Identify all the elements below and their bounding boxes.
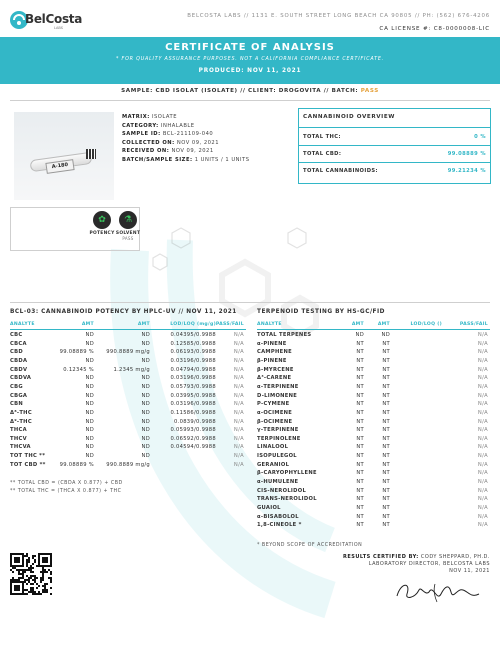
pass-fail: N/A (477, 496, 488, 503)
potency-title (10, 309, 237, 315)
cannabinoid-overview (298, 108, 491, 184)
meta-label: COLLECTED ON: (122, 139, 175, 146)
director-title: LABORATORY DIRECTOR, BELCOSTA LABS (368, 561, 490, 568)
table-row (10, 436, 246, 445)
amount-mg: ND (141, 392, 150, 399)
certification-date: NOV 11, 2021 (449, 568, 490, 575)
table-row (10, 462, 246, 471)
table-row (10, 358, 246, 367)
pass-fail: N/A (477, 435, 488, 442)
pass-fail: N/A (233, 366, 244, 373)
amount-percent: ND (85, 453, 94, 460)
pass-fail: N/A (477, 470, 488, 477)
meta-value: ISOLATE (151, 114, 177, 120)
table-row (257, 488, 490, 497)
terpene-title: TERPENOID TESTING BY HS-GC/FID (257, 309, 385, 315)
badge-status: PASS (122, 236, 134, 241)
analyte-name: CBCA (10, 340, 27, 347)
analyte-name: TOTAL TERPENES (257, 332, 312, 338)
amount-percent: NT (356, 461, 364, 468)
divider (10, 100, 490, 101)
table-row (10, 410, 246, 419)
amount-mg: NT (382, 392, 390, 399)
lod-loq: 0.0839/0.9988 (174, 418, 216, 425)
pass-fail: N/A (233, 349, 244, 356)
amount-mg: NT (382, 453, 390, 460)
amount-percent: NT (356, 340, 364, 347)
analyte-name: CBG (10, 383, 23, 390)
pass-fail: N/A (477, 505, 488, 511)
table-row (257, 479, 490, 488)
column-header: AMT (137, 322, 150, 327)
amount-percent: 0.12345 % (63, 366, 94, 373)
amount-mg: NT (382, 366, 390, 373)
analyte-name: THCA (10, 427, 27, 434)
overview-title: CANNABINOID OVERVIEW (303, 114, 396, 120)
table-row (257, 367, 490, 376)
pass-fail: N/A (233, 375, 244, 382)
overview-divider (299, 162, 490, 163)
amount-mg: ND (141, 332, 150, 338)
analyte-name: α-OCIMENE (257, 409, 293, 416)
pass-fail: N/A (233, 401, 244, 408)
amount-mg: ND (141, 418, 150, 425)
amount-percent: NT (356, 522, 364, 529)
amount-mg: NT (382, 383, 390, 390)
table-row (10, 341, 246, 350)
table-row (257, 419, 490, 428)
amount-percent: ND (85, 383, 94, 390)
amount-percent: NT (356, 470, 364, 477)
potency-date: // NOV 11, 2021 (178, 309, 237, 315)
amount-mg: ND (141, 401, 150, 408)
analyte-name: CIS-NEROLIDOL (257, 487, 307, 494)
amount-percent: NT (356, 418, 364, 425)
sample-metadata (122, 113, 250, 165)
lod-loq: 0.06592/0.9988 (170, 435, 216, 442)
certification-block (343, 554, 490, 576)
meta-label: RECEIVED ON: (122, 148, 170, 155)
pass-fail: N/A (477, 444, 488, 451)
meta-row (122, 113, 250, 122)
table-row (257, 401, 490, 410)
disclaimer: * FOR QUALITY ASSURANCE PURPOSES. NOT A CALIFORNIA COMPLIANCE CERTIFICATE. (116, 57, 384, 62)
meta-label: CATEGORY: (122, 122, 159, 129)
amount-mg: 990.8889 mg/g (106, 461, 150, 468)
analyte-name: CBGA (10, 392, 28, 399)
overview-row (303, 168, 486, 176)
pass-fail: N/A (233, 418, 244, 425)
amount-percent: NT (356, 383, 364, 390)
table-row (257, 453, 490, 462)
pass-fail: N/A (233, 453, 244, 460)
amount-percent: NT (356, 392, 364, 399)
table-row (257, 375, 490, 384)
amount-percent: ND (85, 401, 94, 408)
vial-label: A-180 (45, 159, 74, 174)
sample-summary-text: SAMPLE: CBD ISOLAT (ISOLATE) // CLIENT: DROGOVITA // BATCH: (121, 88, 361, 94)
amount-percent: ND (85, 409, 94, 416)
amount-mg: NT (382, 470, 390, 477)
meta-label: BATCH/SAMPLE SIZE: (122, 156, 193, 163)
header-rule (257, 329, 490, 330)
pass-fail: N/A (233, 427, 244, 434)
meta-value: INHALABLE (160, 122, 195, 129)
table-row (257, 470, 490, 479)
column-header: AMT (377, 322, 390, 327)
pass-fail: N/A (477, 332, 488, 338)
lod-loq: 0.03995/0.9988 (170, 392, 216, 399)
analyte-name: 1,8-CINEOLE * (257, 522, 302, 529)
pass-fail: N/A (477, 383, 488, 390)
table-row (10, 453, 246, 462)
meta-label: SAMPLE ID: (122, 131, 161, 138)
pass-fail: N/A (477, 513, 488, 520)
column-header: ANALYTE (257, 322, 282, 327)
badge-name: SOLVENT (115, 231, 141, 236)
overview-value: 0 % (474, 134, 486, 140)
certified-by (343, 554, 490, 561)
table-row (10, 393, 246, 402)
pass-fail: N/A (233, 340, 244, 347)
analyte-name: CBD (10, 349, 23, 356)
overview-value: 99.21234 % (447, 168, 486, 174)
meta-label: MATRIX: (122, 114, 150, 120)
table-row (257, 384, 490, 393)
amount-mg: NT (382, 375, 390, 382)
amount-percent: ND (85, 435, 94, 442)
license-number: CA LICENSE #: C8-0000008-LIC (379, 26, 490, 32)
analyte-name: α-BISABOLOL (257, 513, 299, 520)
pass-fail: N/A (233, 409, 244, 416)
table-row (257, 496, 490, 505)
amount-percent: NT (356, 513, 364, 520)
analyte-name: α-TERPINENE (257, 383, 299, 390)
divider (10, 302, 490, 303)
analyte-name: Δ³-CARENE (257, 375, 292, 382)
produced-date: PRODUCED: NOV 11, 2021 (198, 68, 302, 74)
pass-fail: N/A (233, 444, 244, 451)
amount-mg: NT (382, 505, 390, 511)
analyte-name: GERANIOL (257, 461, 290, 468)
table-row (257, 393, 490, 402)
column-header: ANALYTE (10, 322, 35, 327)
table-row (257, 505, 490, 514)
amount-percent: ND (85, 340, 94, 347)
pass-fail: N/A (233, 392, 244, 399)
terpene-table (257, 322, 490, 532)
certified-name: CODY SHEPPARD, PH.D. (420, 554, 490, 560)
amount-mg: ND (141, 375, 150, 382)
amount-percent: ND (85, 418, 94, 425)
potency-title-text: BCL-03: CANNABINOID POTENCY BY HPLC-UV (10, 309, 176, 315)
table-row (257, 427, 490, 436)
lod-loq: 0.11586/0.9988 (170, 409, 216, 416)
amount-percent: NT (356, 366, 364, 373)
table-row (10, 419, 246, 428)
amount-mg: 990.8889 mg/g (106, 349, 150, 356)
amount-mg: NT (382, 357, 390, 364)
qr-code-icon (10, 553, 52, 595)
potency-table (10, 322, 246, 482)
sample-photo (14, 112, 114, 200)
lod-loq: 0.05793/0.9988 (170, 383, 216, 390)
column-header: LOD/LOQ () (410, 322, 442, 327)
analyte-name: GUAIOL (257, 505, 281, 511)
pass-fail: N/A (477, 461, 488, 468)
amount-mg: NT (382, 496, 390, 503)
amount-percent: NT (356, 453, 364, 460)
amount-percent: NT (356, 357, 364, 364)
analyte-name: P-CYMENE (257, 401, 290, 408)
analyte-name: α-PINENE (257, 340, 287, 347)
accreditation-note: * BEYOND SCOPE OF ACCREDITATION (257, 543, 363, 548)
table-row (257, 444, 490, 453)
column-header: PASS/FAIL (215, 322, 244, 327)
meta-value: NOV 09, 2021 (171, 148, 214, 155)
logo-subtext: LABS (54, 26, 63, 30)
note-thc: ** TOTAL THC = (THCA X 0.877) + THC (10, 489, 122, 494)
table-row (257, 436, 490, 445)
table-row (257, 462, 490, 471)
lab-address: BELCOSTA LABS // 1131 E. SOUTH STREET LONG BEACH CA 90805 // PH: (562) 676-4206 (187, 13, 490, 19)
pass-fail: N/A (477, 418, 488, 425)
batch-status: PASS (360, 88, 379, 94)
table-row (257, 349, 490, 358)
table-row (10, 427, 246, 436)
header-rule (10, 329, 246, 330)
meta-row (122, 147, 250, 156)
amount-mg: ND (141, 427, 150, 434)
table-row (257, 410, 490, 419)
analyte-name: β-OCIMENE (257, 418, 293, 425)
amount-percent: ND (85, 375, 94, 382)
amount-mg: NT (382, 418, 390, 425)
analyte-name: THCVA (10, 444, 31, 451)
analyte-name: TERPINOLENE (257, 435, 301, 442)
lod-loq: 0.05993/0.9988 (170, 427, 216, 434)
analyte-name: CBN (10, 401, 24, 408)
amount-percent: ND (85, 357, 94, 364)
overview-label: TOTAL CBD: (303, 151, 342, 157)
amount-mg: ND (141, 444, 150, 451)
analyte-name: CBC (10, 332, 23, 338)
pass-fail: N/A (477, 409, 488, 416)
amount-mg: NT (382, 427, 390, 434)
overview-label: TOTAL CANNABINOIDS: (303, 168, 379, 174)
meta-value: 1 UNITS / 1 UNITS (194, 156, 250, 163)
overview-row (303, 134, 486, 142)
table-row (257, 341, 490, 350)
flask-icon: ⚗ (119, 211, 137, 229)
analyte-name: CBDVA (10, 375, 32, 382)
title-banner (0, 37, 500, 84)
pass-fail: N/A (477, 487, 488, 494)
amount-mg: NT (382, 349, 390, 356)
amount-percent: NT (356, 496, 364, 503)
table-row (10, 332, 246, 341)
lod-loq: 0.03196/0.9988 (170, 375, 216, 382)
vial-qr-icon (86, 149, 96, 159)
pass-fail: N/A (477, 357, 488, 364)
amount-percent: NT (356, 487, 364, 494)
overview-divider (299, 145, 490, 146)
potency-badge (89, 211, 115, 236)
meta-value: BCL-211109-040 (162, 131, 214, 138)
overview-label: TOTAL THC: (303, 134, 341, 140)
amount-mg: ND (141, 383, 150, 390)
meta-row (122, 130, 250, 139)
amount-percent: NT (356, 409, 364, 416)
amount-percent: 99.08889 % (59, 461, 94, 468)
potency-notes (10, 480, 123, 496)
overview-divider (299, 127, 490, 128)
amount-mg: NT (382, 522, 390, 529)
table-row (10, 401, 246, 410)
analyte-name: TRANS-NEROLIDOL (257, 496, 317, 503)
analyte-name: CAMPHENE (257, 349, 292, 356)
amount-percent: ND (85, 332, 94, 338)
amount-percent: NT (356, 435, 364, 442)
pass-fail: N/A (477, 392, 488, 399)
analyte-name: Δ⁸-THC (10, 409, 32, 416)
pass-fail: N/A (477, 349, 488, 356)
analyte-name: ISOPULEGOL (257, 453, 297, 460)
pass-fail: N/A (233, 383, 244, 390)
column-header: LOD/LOQ (mg/g) (170, 322, 216, 327)
lod-loq: 0.04794/0.9988 (170, 366, 216, 373)
table-row (10, 349, 246, 358)
analyte-name: TOT THC ** (10, 453, 46, 460)
amount-percent: ND (85, 392, 94, 399)
analyte-name: α-HUMULENE (257, 479, 299, 486)
amount-percent: NT (356, 444, 364, 451)
pass-fail: N/A (233, 357, 244, 364)
test-badges (10, 207, 140, 251)
meta-value: NOV 09, 2021 (176, 139, 220, 146)
analyte-name: β-MYRCENE (257, 366, 294, 373)
pass-fail: N/A (477, 340, 488, 347)
amount-mg: NT (382, 487, 390, 494)
meta-row (122, 122, 250, 131)
amount-mg: ND (141, 340, 150, 347)
analyte-name: CBDA (10, 357, 28, 364)
table-row (257, 522, 490, 531)
sample-summary (0, 88, 500, 94)
pass-fail: N/A (477, 366, 488, 373)
amount-mg: ND (141, 409, 150, 416)
pass-fail: N/A (233, 332, 244, 338)
amount-mg: ND (141, 453, 150, 460)
analyte-name: THCV (10, 435, 27, 442)
analyte-name: TOT CBD ** (10, 461, 46, 468)
amount-mg: 1.2345 mg/g (113, 366, 150, 373)
note-cbd: ** TOTAL CBD = (CBDA X 0.877) + CBD (10, 481, 123, 486)
document-title: CERTIFICATE OF ANALYSIS (165, 42, 335, 53)
amount-mg: NT (382, 479, 390, 486)
solvent-badge (115, 211, 141, 241)
column-header: AMT (81, 322, 94, 327)
lod-loq: 0.03196/0.9988 (170, 357, 216, 364)
overview-value: 99.08889 % (447, 151, 486, 157)
pass-fail: N/A (477, 375, 488, 382)
table-row (10, 384, 246, 393)
amount-percent: NT (356, 375, 364, 382)
amount-mg: NT (382, 409, 390, 416)
amount-mg: ND (381, 332, 390, 338)
amount-percent: ND (355, 332, 364, 338)
pass-fail: N/A (477, 479, 488, 486)
amount-percent: NT (356, 505, 364, 511)
pass-fail: N/A (477, 427, 488, 434)
meta-row (122, 139, 250, 148)
amount-percent: 99.08889 % (59, 349, 94, 356)
pass-fail: N/A (477, 401, 488, 408)
amount-mg: ND (141, 435, 150, 442)
table-row (10, 375, 246, 384)
analyte-name: β-PINENE (257, 357, 287, 364)
lod-loq: 0.06193/0.9988 (170, 349, 216, 356)
table-row (257, 514, 490, 523)
pass-fail: N/A (233, 435, 244, 442)
amount-percent: NT (356, 349, 364, 356)
analyte-name: CBDV (10, 366, 28, 373)
table-row (257, 358, 490, 367)
column-header: PASS/FAIL (459, 322, 488, 327)
amount-mg: NT (382, 444, 390, 451)
pass-fail: N/A (477, 453, 488, 460)
certified-label: RESULTS CERTIFIED BY: (342, 554, 419, 560)
amount-mg: NT (382, 435, 390, 442)
amount-percent: ND (85, 427, 94, 434)
pass-fail: N/A (477, 522, 488, 529)
overview-row (303, 151, 486, 159)
analyte-name: γ-TERPINENE (257, 427, 299, 434)
amount-percent: ND (85, 444, 94, 451)
analyte-name: LINALOOL (257, 444, 289, 451)
analyte-name: Δ⁹-THC (10, 418, 32, 425)
badge-name: POTENCY (89, 231, 115, 236)
amount-mg: NT (382, 340, 390, 347)
column-header: AMT (351, 322, 364, 327)
table-row (257, 332, 490, 341)
amount-mg: NT (382, 461, 390, 468)
amount-mg: NT (382, 401, 390, 408)
lod-loq: 0.04594/0.9988 (170, 444, 216, 451)
amount-mg: NT (382, 513, 390, 520)
amount-percent: NT (356, 479, 364, 486)
table-row (10, 444, 246, 453)
lod-loq: 0.03196/0.9988 (170, 401, 216, 408)
signature-image (391, 576, 486, 606)
amount-percent: NT (356, 401, 364, 408)
meta-row (122, 156, 250, 165)
top-bar (0, 0, 500, 38)
amount-percent: NT (356, 427, 364, 434)
analyte-name: β-CARYOPHYLLENE (257, 470, 317, 477)
lod-loq: 0.12585/0.9988 (170, 340, 216, 347)
pass-fail: N/A (233, 461, 244, 468)
analyte-name: D-LIMONENE (257, 392, 298, 399)
lod-loq: 0.04395/0.9988 (170, 332, 216, 338)
cannabis-leaf-icon: ✿ (93, 211, 111, 229)
logo-text: BelCosta (25, 12, 83, 26)
table-row (10, 367, 246, 376)
amount-mg: ND (141, 357, 150, 364)
